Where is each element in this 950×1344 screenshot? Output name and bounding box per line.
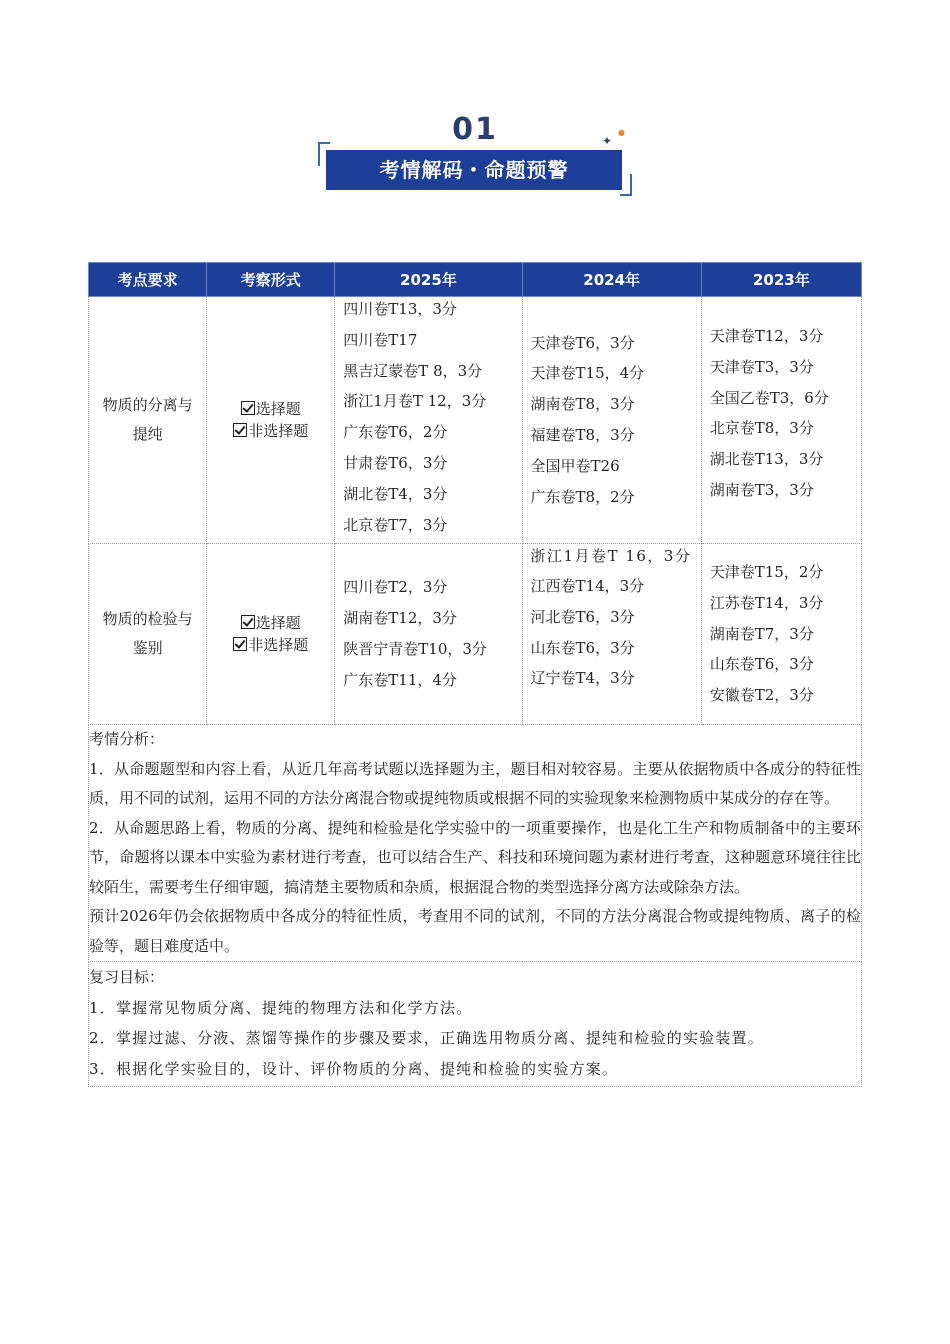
list-item: 陕晋宁青卷T10，3分 bbox=[343, 640, 487, 658]
list-item: 湖北卷T13，3分 bbox=[709, 450, 824, 469]
header-2025: 2025年 bbox=[335, 263, 522, 297]
year-2024-cell bbox=[522, 544, 701, 725]
form-cell bbox=[207, 297, 335, 544]
list-item: 天津卷T12，3分 bbox=[709, 327, 824, 345]
analysis-label: 考情分析： bbox=[89, 730, 165, 748]
checked-box-icon bbox=[241, 401, 255, 415]
header-2024: 2024年 bbox=[522, 263, 701, 297]
analysis-cell bbox=[89, 725, 862, 962]
list-item: 河北卷T6，3分 bbox=[530, 607, 635, 626]
table-header-row bbox=[89, 263, 862, 297]
list-item: 安徽卷T2，3分 bbox=[709, 686, 814, 705]
form-label: 选择题 bbox=[255, 400, 301, 418]
header-requirement: 考点要求 bbox=[89, 263, 207, 297]
topic-cell bbox=[89, 544, 207, 725]
section-title: 考情解码・命题预警 bbox=[326, 150, 622, 190]
goal-item: 1．掌握常见物质分离、提纯的物理方法和化学方法。 bbox=[89, 998, 473, 1017]
header-form: 考察形式 bbox=[207, 263, 335, 297]
goal-item: 3．根据化学实验目的，设计、评价物质的分离、提纯和检验的实验方案。 bbox=[89, 1059, 619, 1078]
year-2025-cell bbox=[335, 297, 522, 544]
list-item: 湖南卷T8，3分 bbox=[530, 395, 635, 414]
table-row bbox=[89, 544, 862, 725]
dot-icon: ● bbox=[618, 128, 625, 137]
list-item: 黑吉辽蒙卷T 8，3分 bbox=[343, 361, 483, 380]
list-item: 广东卷T8，2分 bbox=[530, 487, 635, 506]
list-item: 四川卷T2，3分 bbox=[343, 578, 448, 597]
form-cell bbox=[207, 544, 335, 725]
goal-item: 2．掌握过滤、分液、蒸馏等操作的步骤及要求，正确选用物质分离、提纯和检验的实验装置。 bbox=[89, 1029, 764, 1047]
header-2023: 2023年 bbox=[701, 263, 861, 297]
list-item: 广东卷T11，4分 bbox=[343, 670, 457, 689]
list-item: 湖北卷T4，3分 bbox=[343, 484, 448, 503]
exam-table bbox=[88, 262, 862, 1087]
year-2024-cell bbox=[522, 297, 701, 544]
list-item: 湖南卷T12，3分 bbox=[343, 609, 457, 628]
list-item: 广东卷T6，2分 bbox=[343, 423, 448, 442]
list-item: 天津卷T15，2分 bbox=[709, 563, 824, 581]
list-item: 天津卷T15，4分 bbox=[530, 364, 645, 383]
checked-box-icon bbox=[233, 637, 247, 651]
table-row bbox=[89, 297, 862, 544]
list-item: 浙江1月卷T 16，3分 bbox=[530, 547, 692, 565]
list-item: 湖南卷T3，3分 bbox=[709, 480, 814, 499]
year-2023-cell bbox=[701, 544, 861, 725]
checked-box-icon bbox=[241, 615, 255, 629]
analysis-paragraph: 预计2026年仍会依据物质中各成分的特征性质，考查用不同的试剂，不同的方法分离混合物或提纯物质、离子的检验等，题目难度适中。 bbox=[89, 907, 861, 955]
list-item: 山东卷T6，3分 bbox=[709, 655, 814, 674]
goals-label: 复习目标： bbox=[89, 968, 165, 986]
list-item: 全国乙卷T3，6分 bbox=[709, 388, 829, 407]
list-item: 北京卷T8，3分 bbox=[709, 419, 814, 438]
topic-cell bbox=[89, 297, 207, 544]
analysis-row bbox=[89, 725, 862, 962]
form-label: 选择题 bbox=[255, 614, 301, 632]
list-item: 江西卷T14，3分 bbox=[530, 577, 645, 595]
list-item: 浙江1月卷T 12，3分 bbox=[343, 392, 487, 411]
year-2023-cell bbox=[701, 297, 861, 544]
form-label: 非选择题 bbox=[248, 422, 309, 440]
list-item: 全国甲卷T26 bbox=[530, 456, 620, 475]
topic-text: 物质的分离与 bbox=[102, 396, 193, 414]
list-item: 江苏卷T14，3分 bbox=[709, 593, 824, 612]
goals-row bbox=[89, 962, 862, 1087]
topic-text: 鉴别 bbox=[132, 639, 163, 657]
list-item: 天津卷T3，3分 bbox=[709, 357, 814, 376]
list-item: 山东卷T6，3分 bbox=[530, 638, 635, 657]
list-item: 四川卷T17 bbox=[343, 330, 418, 349]
list-item: 福建卷T8，3分 bbox=[530, 426, 635, 444]
list-item: 四川卷T13，3分 bbox=[343, 300, 457, 318]
analysis-paragraph: 1．从命题题型和内容上看，从近几年高考试题以选择题为主，题目相对较容易。主要从依据物质中各成分的特征性质，用不同的试剂，运用不同的方法分离混合物或提纯物质或根据不同的实验现象来检测物质中某成分的存在等。 bbox=[89, 759, 861, 807]
list-item: 辽宁卷T4，3分 bbox=[530, 669, 635, 688]
list-item: 湖南卷T7，3分 bbox=[709, 624, 814, 643]
form-label: 非选择题 bbox=[248, 636, 309, 654]
checked-box-icon bbox=[233, 423, 247, 437]
topic-text: 物质的检验与 bbox=[102, 610, 193, 628]
section-number: 01 bbox=[452, 112, 498, 147]
analysis-paragraph: 2．从命题思路上看，物质的分离、提纯和检验是化学实验中的一项重要操作，也是化工生产和物质制备中的主要环节，命题将以课本中实验为素材进行考查，也可以结合生产、科技和环境问题为素材进行考查，这种题意环境往往比较陌生，需要考生仔细审题，搞清楚主要物质和杂质，根据混合物的类型选择分离方法或除杂方法。 bbox=[89, 818, 861, 896]
list-item: 甘肃卷T6，3分 bbox=[343, 453, 448, 472]
sparkle-icon: ✦ bbox=[602, 134, 613, 148]
topic-text: 提纯 bbox=[132, 425, 163, 443]
section-banner bbox=[318, 112, 632, 198]
goals-cell bbox=[89, 962, 862, 1087]
list-item: 北京卷T7，3分 bbox=[343, 515, 448, 534]
list-item: 天津卷T6，3分 bbox=[530, 333, 635, 352]
year-2025-cell bbox=[335, 544, 522, 725]
